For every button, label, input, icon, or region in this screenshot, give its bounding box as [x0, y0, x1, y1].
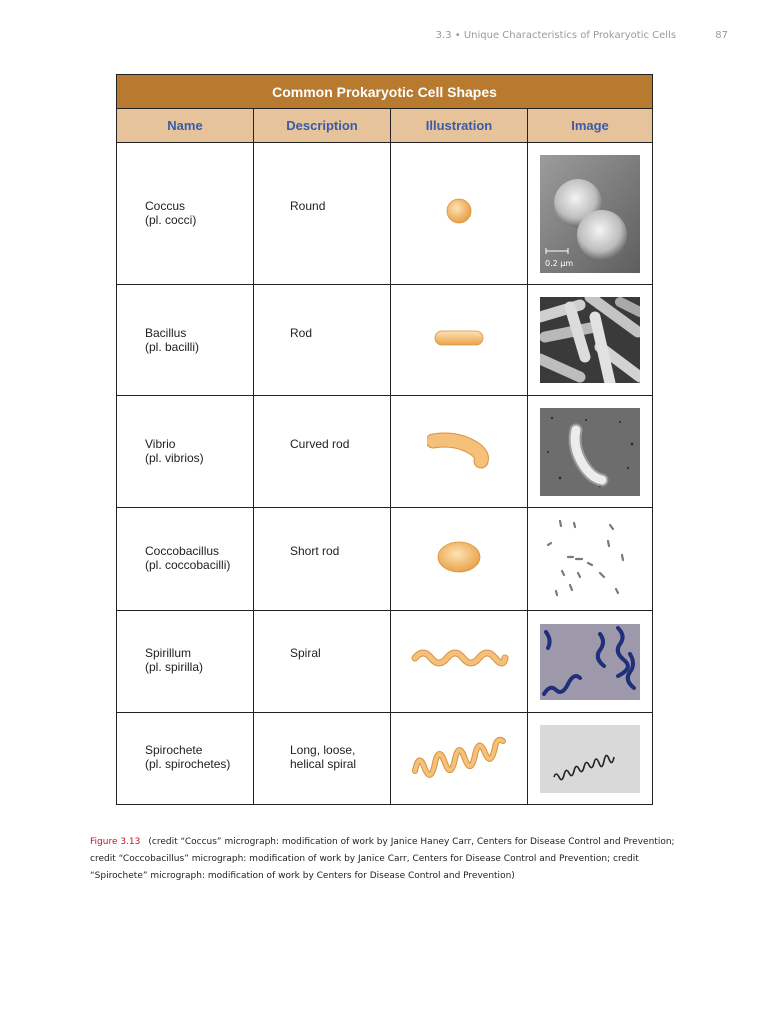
- shape-name: Spirochete: [145, 743, 203, 757]
- figure-caption: [90, 834, 690, 885]
- shape-description: Curved rod: [290, 437, 350, 451]
- shape-description: Short rod: [290, 544, 340, 558]
- cell-description: [254, 396, 391, 508]
- shape-name: Coccobacillus: [145, 544, 220, 558]
- spirochete-micrograph: [540, 725, 640, 793]
- cell-description: [254, 611, 391, 713]
- cell-illustration: [391, 143, 528, 285]
- cell-illustration: [391, 508, 528, 611]
- table-title: Common Prokaryotic Cell Shapes: [117, 75, 653, 109]
- table-row: [117, 713, 653, 805]
- shape-plural: (pl. bacilli): [145, 340, 200, 354]
- table-title-row: [117, 75, 653, 109]
- shape-plural: (pl. vibrios): [145, 451, 204, 465]
- cell-name: [117, 508, 254, 611]
- coccobacillus-micrograph: [540, 515, 640, 603]
- cell-illustration: [391, 396, 528, 508]
- column-header-name: Name: [117, 109, 254, 143]
- cell-shapes-table: [116, 74, 653, 805]
- cell-image: [528, 396, 653, 508]
- bacillus-illustration: [431, 326, 487, 350]
- figure-label: Figure 3.13: [90, 837, 141, 847]
- cell-name: [117, 396, 254, 508]
- spirillum-illustration: [409, 644, 509, 674]
- spirillum-micrograph: [540, 624, 640, 700]
- vibrio-micrograph: [540, 408, 640, 496]
- cell-description: [254, 285, 391, 396]
- cell-image: [528, 508, 653, 611]
- table-row: [117, 143, 653, 285]
- cell-image: [528, 285, 653, 396]
- cell-description: [254, 143, 391, 285]
- table-header-row: [117, 109, 653, 143]
- cell-name: [117, 713, 254, 805]
- shape-description: Round: [290, 199, 326, 213]
- cell-image: [528, 611, 653, 713]
- figure-caption-text: (credit “Coccus” micrograph: modification of work by Janice Haney Carr, Centers for Disease Control and Prevention; credit “Coccobacillus” micrograph: modification of work by Janice Carr, Centers for Disease Control and Prevention; credit “Spirochete” micrograph: modification of work by Centers for Disease Control and Prevention): [90, 837, 675, 881]
- shape-description: Rod: [290, 326, 313, 340]
- cell-image: [528, 713, 653, 805]
- shape-description: Long, loose,: [290, 743, 356, 757]
- table-row: [117, 508, 653, 611]
- shape-description: Spiral: [290, 646, 321, 660]
- cell-image: [528, 143, 653, 285]
- table-row: [117, 396, 653, 508]
- cell-name: [117, 611, 254, 713]
- shape-plural: (pl. spirilla): [145, 660, 204, 674]
- column-header-description: Description: [254, 109, 391, 143]
- shape-name: Coccus: [145, 199, 186, 213]
- cell-illustration: [391, 285, 528, 396]
- shape-plural: (pl. cocci): [145, 213, 197, 227]
- shape-name: Bacillus: [145, 326, 187, 340]
- bacillus-micrograph: [540, 297, 640, 383]
- running-head: [436, 30, 728, 41]
- vibrio-illustration: [427, 429, 491, 469]
- table-row: [117, 611, 653, 713]
- cell-illustration: [391, 713, 528, 805]
- page-number: 87: [715, 30, 728, 41]
- table-row: [117, 285, 653, 396]
- cell-description: [254, 713, 391, 805]
- coccus-micrograph: [540, 155, 640, 273]
- shape-name: Spirillum: [145, 646, 192, 660]
- cell-illustration: [391, 611, 528, 713]
- shape-plural: (pl. coccobacilli): [145, 558, 231, 572]
- cell-name: [117, 285, 254, 396]
- cell-description: [254, 508, 391, 611]
- shape-name: Vibrio: [145, 437, 176, 451]
- running-head-section: 3.3 • Unique Characteristics of Prokaryotic Cells: [435, 30, 677, 41]
- scale-bar-label: 0.2 µm: [545, 258, 574, 268]
- column-header-image: Image: [528, 109, 653, 143]
- shape-plural: (pl. spirochetes): [145, 757, 231, 771]
- coccobacillus-illustration: [434, 537, 484, 577]
- column-header-illustration: Illustration: [391, 109, 528, 143]
- shape-description-line2: helical spiral: [290, 757, 357, 771]
- cell-name: [117, 143, 254, 285]
- spirochete-illustration: [409, 731, 509, 781]
- coccus-illustration: [439, 191, 479, 231]
